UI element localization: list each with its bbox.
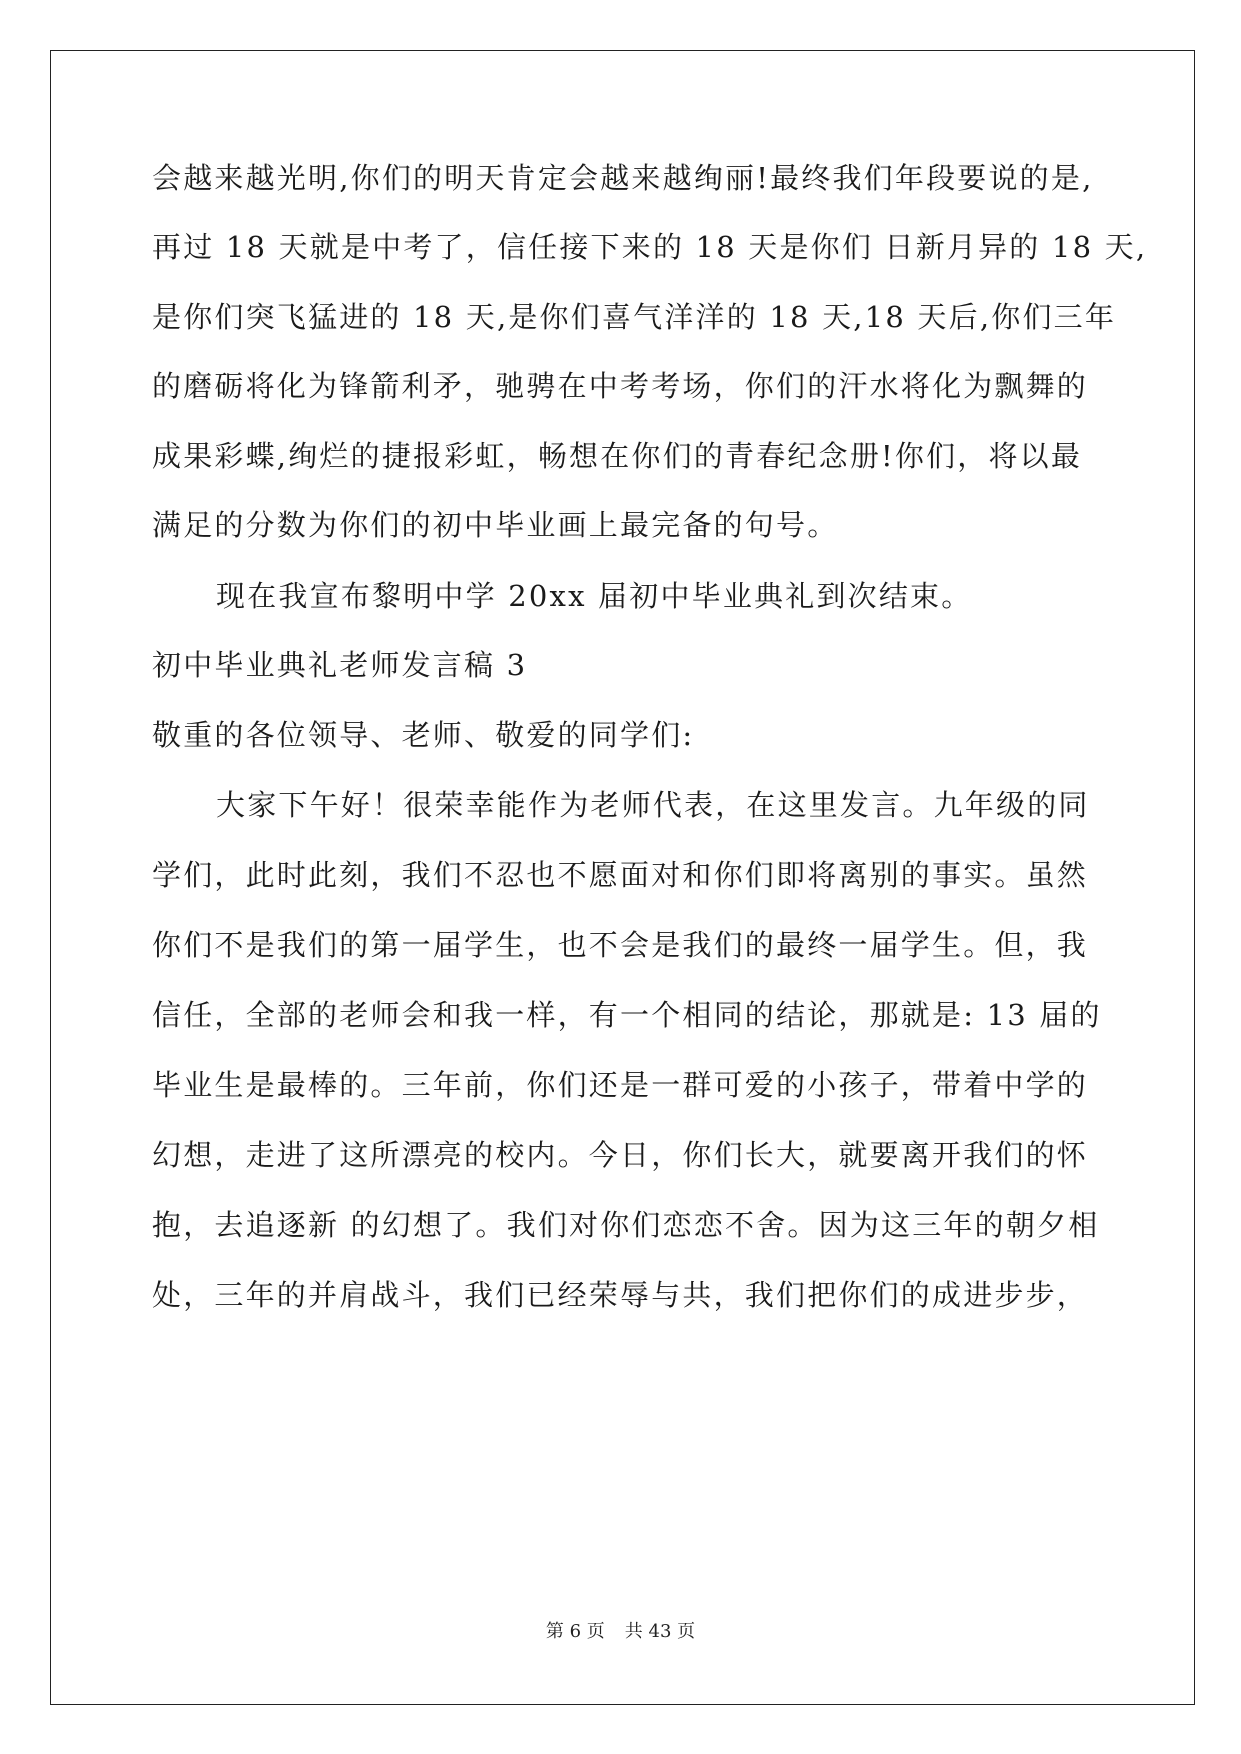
text-line: 是你们突飞猛进的 18 天,是你们喜气洋洋的 18 天,18 天后,你们三年: [152, 300, 1117, 334]
text-line: 学们，此时此刻，我们不忍也不愿面对和你们即将离别的事实。虽然: [152, 858, 1089, 892]
page-total: 共 43 页: [624, 1621, 696, 1642]
page-number: 第 6 页: [545, 1621, 605, 1642]
salutation: 敬重的各位领导、老师、敬爱的同学们:: [152, 718, 695, 752]
text-line: 幻想，走进了这所漂亮的校内。今日，你们长大，就要离开我们的怀: [152, 1138, 1089, 1172]
text-line: 再过 18 天就是中考了，信任接下来的 18 天是你们 日新月异的 18 天,: [152, 230, 1148, 264]
text-line: 成果彩蝶,绚烂的捷报彩虹，畅想在你们的青春纪念册!你们，将以最: [152, 439, 1083, 473]
page-footer: [0, 1620, 1241, 1644]
text-line: 大家下午好！很荣幸能作为老师代表，在这里发言。九年级的同: [216, 788, 1090, 822]
text-line: 毕业生是最棒的。三年前，你们还是一群可爱的小孩子，带着中学的: [152, 1068, 1089, 1102]
text-line: 信任，全部的老师会和我一样，有一个相同的结论，那就是: 13 届的: [152, 998, 1102, 1032]
text-line: 的磨砺将化为锋箭利矛，驰骋在中考考场，你们的汗水将化为飘舞的: [152, 369, 1089, 403]
text-line: 满足的分数为你们的初中毕业画上最完备的句号。: [152, 508, 839, 542]
text-line: 你们不是我们的第一届学生，也不会是我们的最终一届学生。但，我: [152, 928, 1089, 962]
section-heading: 初中毕业典礼老师发言稿 3: [152, 648, 528, 682]
text-line: 会越来越光明,你们的明天肯定会越来越绚丽!最终我们年段要说的是,: [152, 161, 1094, 195]
text-line: 处，三年的并肩战斗，我们已经荣辱与共，我们把你们的成进步步，: [152, 1278, 1089, 1312]
text-line: 现在我宣布黎明中学 20xx 届初中毕业典礼到次结束。: [216, 579, 973, 613]
text-line: 抱，去追逐新 的幻想了。我们对你们恋恋不舍。因为这三年的朝夕相: [152, 1208, 1100, 1242]
